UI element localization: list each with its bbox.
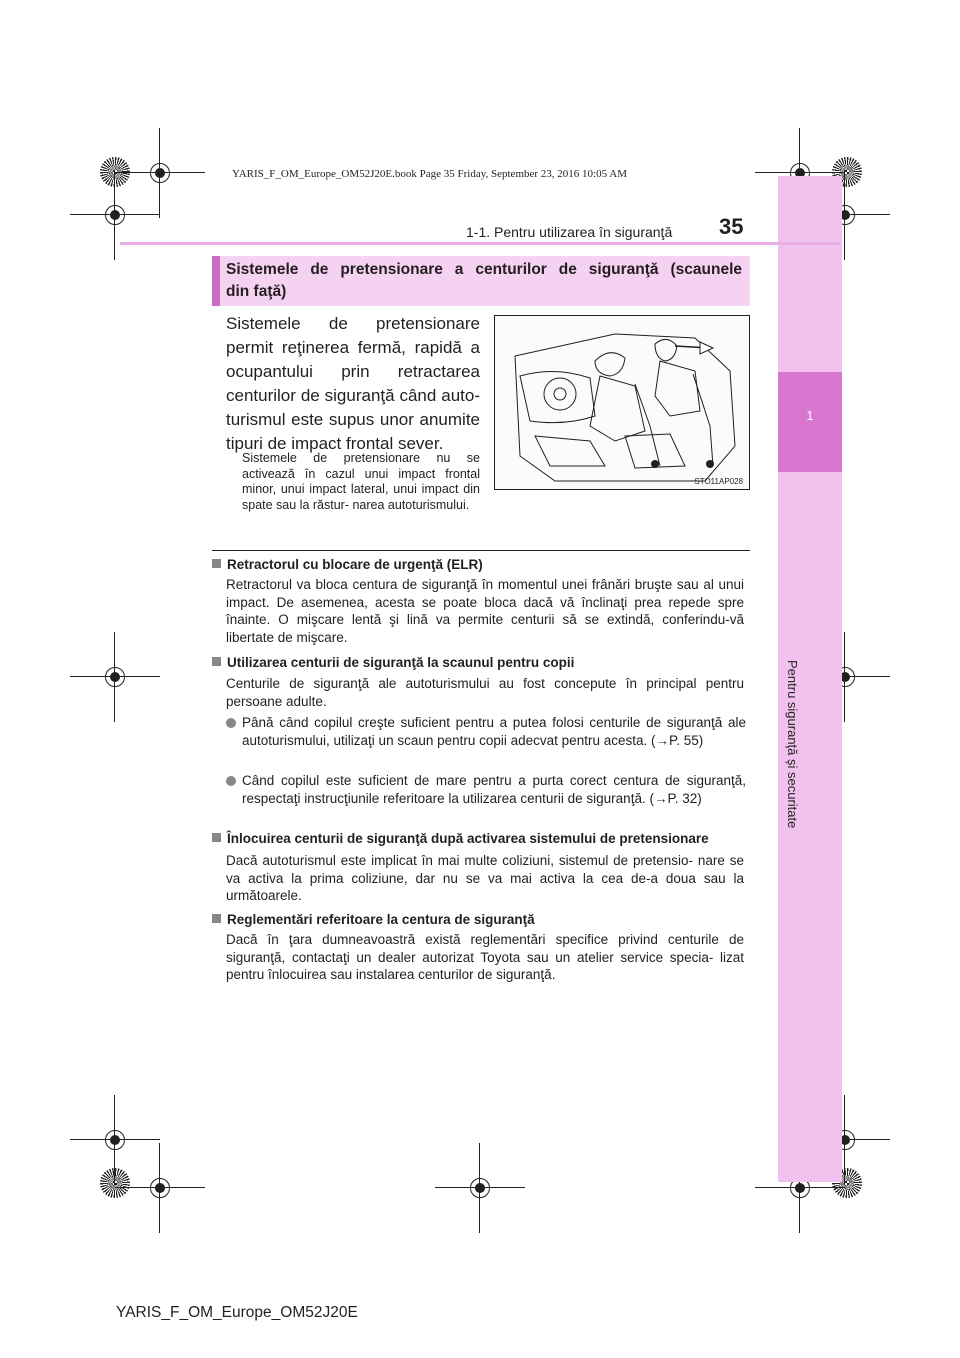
crosshair-mark-icon [70,170,160,260]
square-bullet-icon [212,657,221,666]
list-item [226,714,746,749]
car-interior-illustration [495,316,748,488]
item-body-replacement: Dacă autoturismul este implicat în mai multe coliziuni, sistemul de pretensio- nare se va activa la prima coliziune, dar nu se va mai activa la cea de-a doua sau la următoarele. [226,853,744,903]
item-title-child-seat [212,655,574,670]
circle-bullet-icon [226,776,236,786]
section-divider [212,550,750,551]
running-head: 1-1. Pentru utilizarea în siguranţă [466,224,673,240]
square-bullet-icon [212,914,221,923]
intro-text: Sistemele de pretensionare permit reţinerea fermă, rapidă a ocupantului prin retractarea centurilor de siguranţă când auto- turismul este supus unor anumite tipuri de impact frontal sever. [226,314,480,453]
footer-doc-id: YARIS_F_OM_Europe_OM52J20E [116,1304,358,1321]
list-item [226,772,746,807]
crosshair-mark-icon [115,1143,205,1233]
crosshair-mark-icon [70,632,160,722]
crosshair-mark-icon [435,1143,525,1233]
item-title-text: Retractorul cu blocare de urgenţă (ELR) [227,557,483,572]
page-number: 35 [719,214,744,239]
list-item-text: Când copilul este suficient de mare pentru a purta corect centura de siguranţă, respectaţi instrucţiunile referitoare la utilizarea centurii de siguranţă. (→P. 32) [242,773,746,806]
circle-bullet-icon [226,718,236,728]
item-body-child-seat: Centurile de siguranţă ale autoturismului au fost concepute în principal pentru persoane adulte. [226,676,744,709]
section-title-line1: Sistemele de pretensionare a centurilor de siguranţă (scaunele [226,261,742,278]
intro-note: Sistemele de pretensionare nu se activează în cazul unui impact frontal minor, unui impact lateral, unui impact din spate sau la răstur- narea autoturismului. [242,451,480,512]
book-header: YARIS_F_OM_Europe_OM52J20E.book Page 35 Friday, September 23, 2016 10:05 AM [232,168,627,180]
item-body-regulations: Dacă în ţara dumneavoastră există reglementări specifice privind centurile de siguranţă, contactaţi un dealer autorizat Toyota sau un atelier service specia- lizat pentru înlocuirea sau instalarea centurilor de siguranţă. [226,932,744,982]
item-title-replacement [212,831,709,846]
section-header-accent [212,256,220,306]
item-title-elr [212,557,483,572]
square-bullet-icon [212,559,221,568]
figure-id: STO11AP028 [694,477,743,486]
list-item-text: Până când copilul creşte suficient pentru a putea folosi centurile de siguranţă ale autoturismului, utilizaţi un scaun pentru copii adecvat pentru acesta. (→P. 55) [242,715,746,748]
item-title-regulations [212,912,535,927]
section-title-line2: din faţă) [226,283,287,300]
pretensioner-illustration [494,315,750,490]
side-tab-number: 1 [806,408,814,423]
item-title-text: Înlocuirea centurii de siguranţă după activarea sistemului de pretensionare [227,831,709,846]
side-tab-label: Pentru siguranţă şi securitate [785,660,800,829]
item-body-elr: Retractorul va bloca centura de siguranţă în momentul unei frânări bruşte sau al unui impact. De asemenea, acesta se poate bloca dacă vă înclinaţi prea repede spre înainte. O mişcare lentă şi lină va permite centurii să se extindă, conferindu-vă libertate de mişcare. [226,577,744,645]
square-bullet-icon [212,833,221,842]
item-title-text: Utilizarea centurii de siguranţă la scaunul pentru copii [227,655,575,670]
item-title-text: Reglementări referitoare la centura de siguranţă [227,912,535,927]
header-rule [120,242,840,245]
